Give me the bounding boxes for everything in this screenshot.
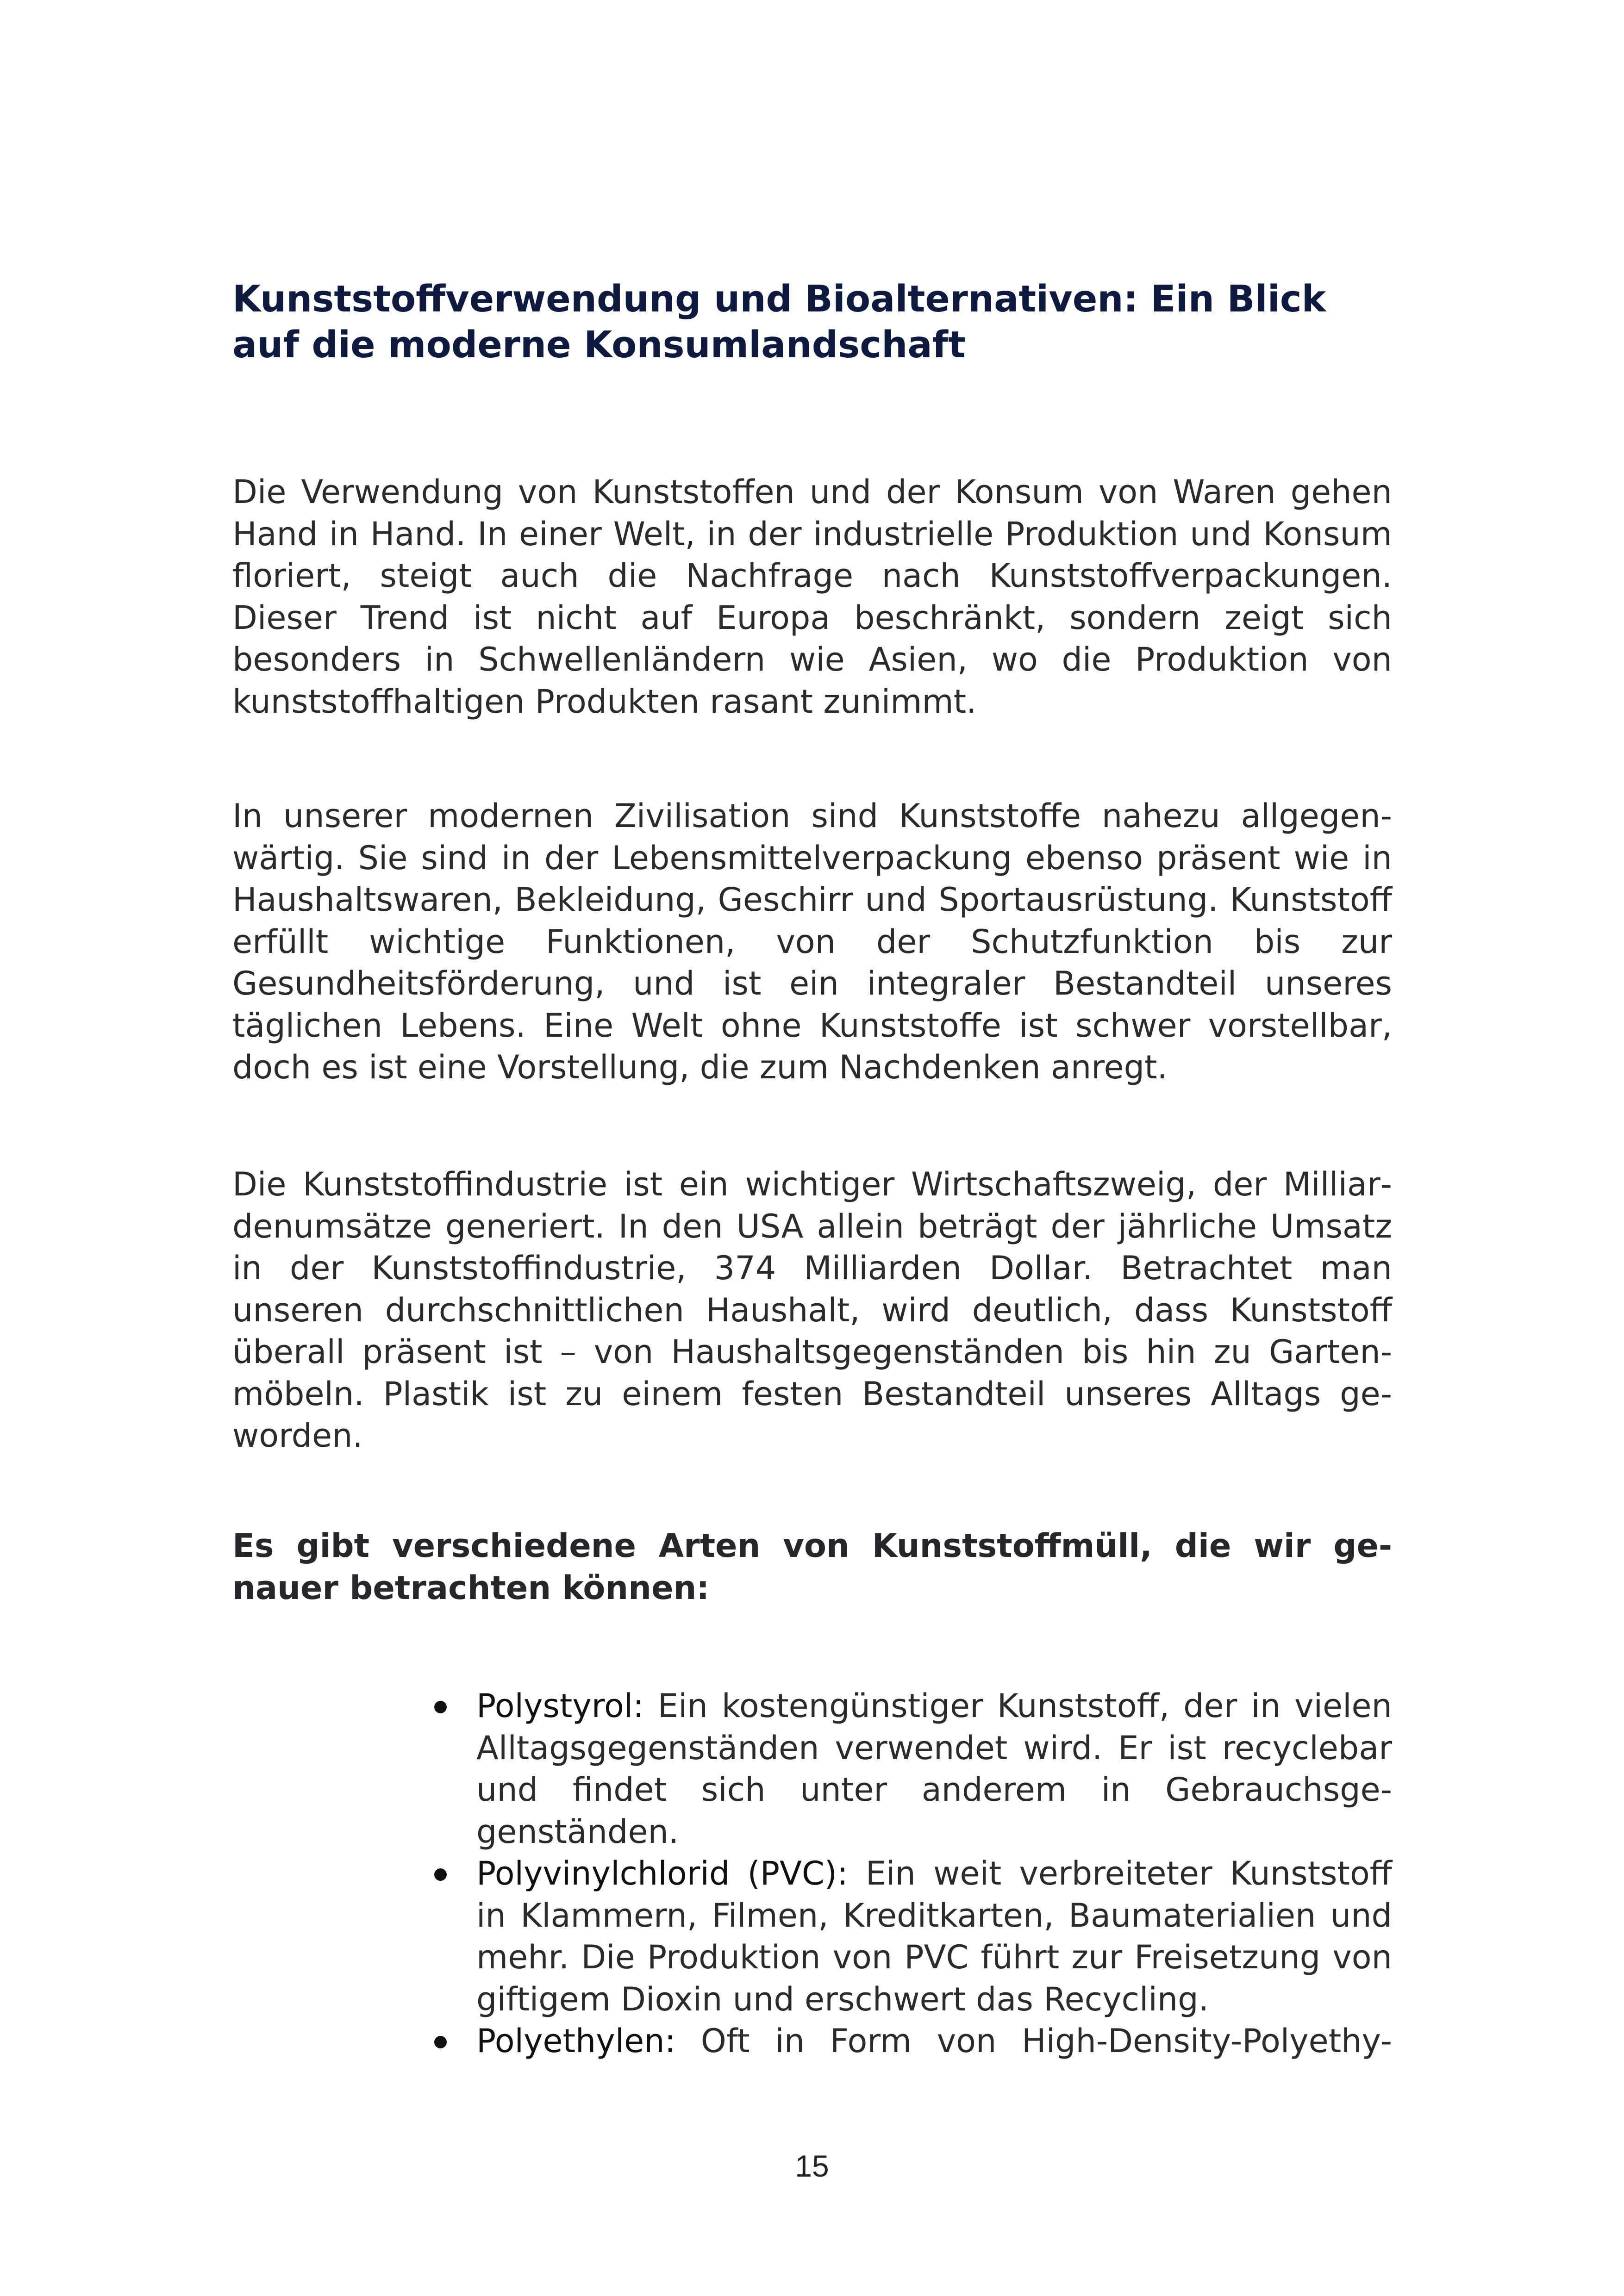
list-item-term: Polyethylen: — [476, 2022, 676, 2060]
list-item-text: Ein weit verbreiteter Kunststoff in Klammern, Filmen, Kreditkarten, Baumaterialien und mehr. Die Produktion von PVC führt zur Freisetzung von giftigem Dioxin und erschwert das Recycling. — [476, 1854, 1392, 2018]
page-number: 15 — [795, 2149, 829, 2183]
list-item — [430, 1685, 1392, 1853]
bullet-icon — [434, 1868, 447, 1881]
list-item-term: Polystyrol: — [476, 1687, 644, 1725]
page-title: Kunststoffverwendung und Bioalternativen: Ein Blick auf die moderne Konsumlandschaft — [232, 278, 1326, 366]
list-item — [430, 1853, 1392, 2020]
list-item-text: Oft in Form von High-Density-Polyethy- — [675, 2022, 1392, 2060]
paragraph-2: In unserer modernen Zivilisation sind Kunststoffe nahezu allgegenwärtig. Sie sind in der Lebensmittelverpackung ebenso präsent wie in Haushaltswaren, Bekleidung, Geschirr und Sportausrüstung. Kunststoff erfüllt wichtige Funktionen, von der Schutzfunktion bis zur Gesundheitsförderung, und ist ein integraler Bestandteil unseres täglichen Lebens. Eine Welt ohne Kunststoffe ist schwer vorstellbar, doch es ist eine Vorstellung, die zum Nachdenken anregt. — [232, 797, 1392, 1086]
list-item — [430, 2020, 1392, 2062]
paragraph-3: Die Kunststoffindustrie ist ein wichtiger Wirtschaftszweig, der Milliardenumsätze generiert. In den USA allein beträgt der jährliche Umsatz in der Kunststoffindustrie, 374 Milliarden Dollar. Betrachtet man unseren durchschnittlichen Haushalt, wird deutlich, dass Kunststoff überall präsent ist – von Haushaltsgegenständen bis hin zu Gartenmöbeln. Plastik ist zu einem festen Bestandteil unseres Alltags geworden. — [232, 1165, 1392, 1455]
bullet-icon — [434, 1701, 447, 1713]
list-item-term: Polyvinylchlorid (PVC): — [476, 1854, 848, 1892]
bullet-icon — [434, 2036, 447, 2048]
section-subheading: Es gibt verschiedene Arten von Kunststoffmüll, die wir genauer betrachten können: — [232, 1527, 1392, 1607]
plastic-types-list — [430, 1685, 1392, 2062]
list-item-text: Ein kostengünstiger Kunststoff, der in vielen Alltagsgegenständen verwendet wird. Er ist recyclebar und findet sich unter anderem in Gebrauchsgegenständen. — [476, 1687, 1392, 1851]
paragraph-1: Die Verwendung von Kunststoffen und der Konsum von Waren gehen Hand in Hand. In einer Welt, in der industrielle Produktion und Konsum floriert, steigt auch die Nachfrage nach Kunststoffverpackungen. Dieser Trend ist nicht auf Europa beschränkt, sondern zeigt sich besonders in Schwellenländern wie Asien, wo die Produktion von kunststoffhaltigen Produkten rasant zunimmt. — [232, 473, 1392, 721]
